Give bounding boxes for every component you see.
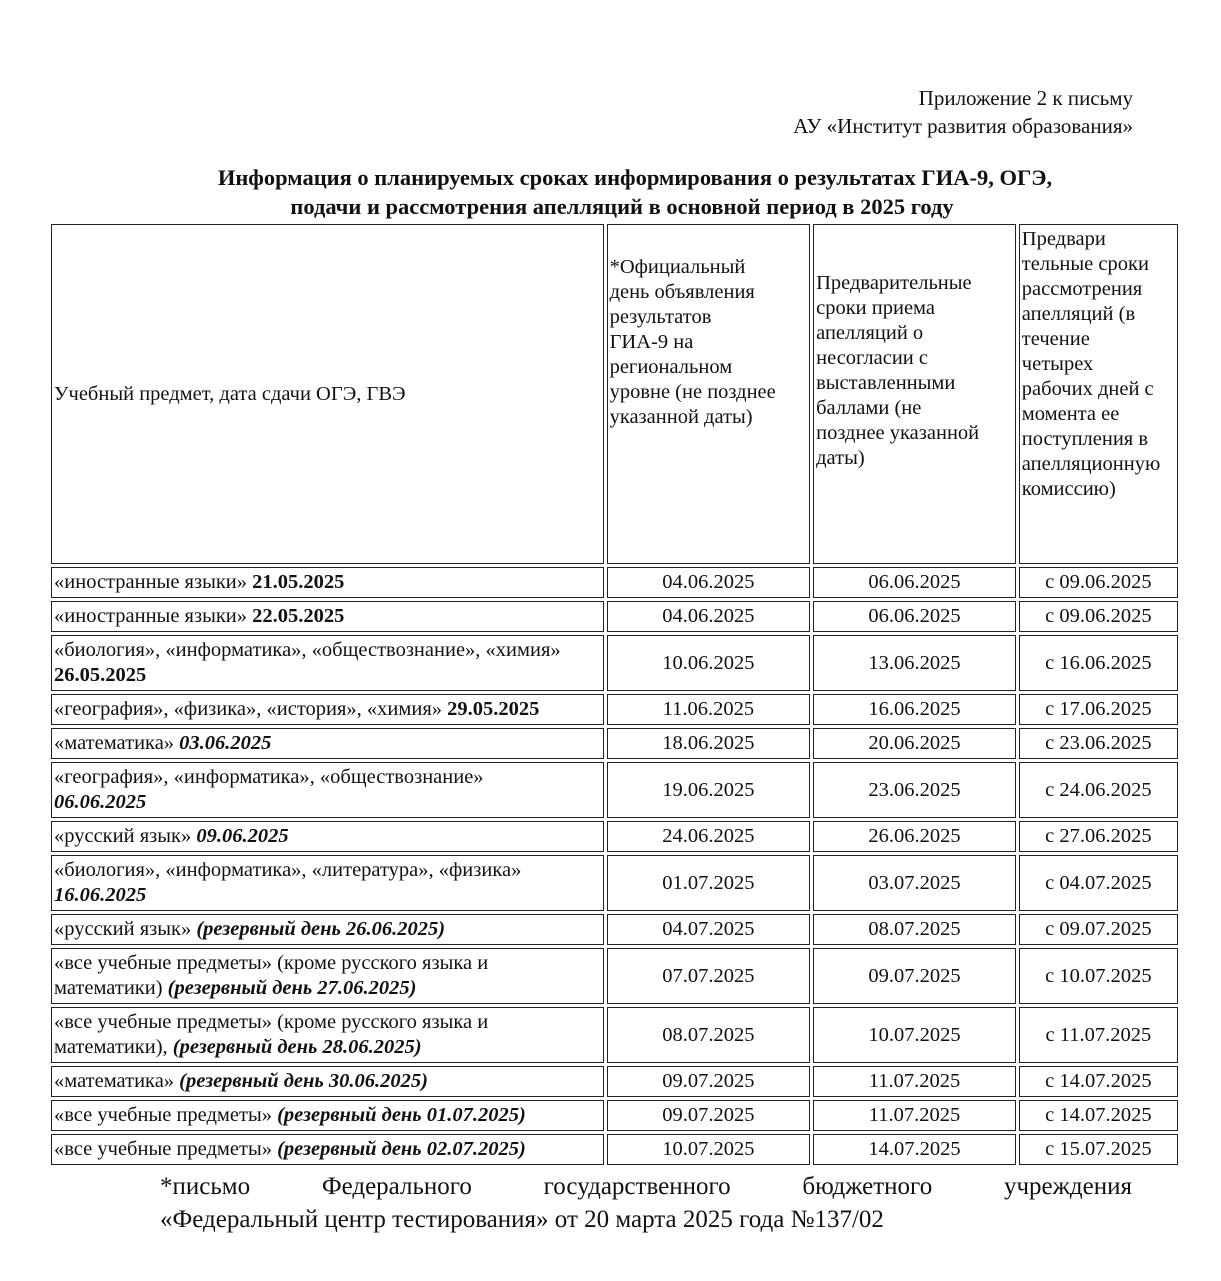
appeal-submit-cell: 20.06.2025 [813,728,1016,759]
appeal-submit-cell: 13.06.2025 [813,635,1016,691]
appeal-review-cell: с 10.07.2025 [1019,948,1178,1004]
exam-date: 03.06.2025 [179,732,272,754]
results-date-cell: 11.06.2025 [607,694,811,725]
exam-date: 26.05.2025 [54,664,147,686]
results-date-cell: 18.06.2025 [607,728,811,759]
appendix-line-2: АУ «Институт развития образования» [793,114,1133,138]
appeal-submit-cell: 09.07.2025 [813,948,1016,1004]
appeal-submit-cell: 08.07.2025 [813,914,1016,945]
appeal-review-cell: с 14.07.2025 [1019,1066,1178,1097]
footnote [160,1170,1132,1236]
results-date-cell: 04.07.2025 [607,914,811,945]
appeal-review-cell: с 15.07.2025 [1019,1134,1178,1165]
exam-date: 09.06.2025 [196,825,289,847]
appeal-review-cell: с 11.07.2025 [1019,1007,1178,1063]
title-line-2: подачи и рассмотрения апелляций в основной период в 2025 году [290,194,954,219]
schedule-table [48,221,1181,1168]
subject-cell: «математика» 03.06.2025 [51,728,604,759]
table-row [51,567,1178,598]
appeal-review-cell: с 09.06.2025 [1019,601,1178,632]
subject-cell: «русский язык» 09.06.2025 [51,821,604,852]
exam-date: 16.06.2025 [54,884,147,906]
subject-cell: «география», «физика», «история», «химия» 29.05.2025 [51,694,604,725]
subject-cell: «все учебные предметы» (резервный день 02.07.2025) [51,1134,604,1165]
table-row [51,694,1178,725]
results-date-cell: 10.07.2025 [607,1134,811,1165]
appeal-review-cell: с 23.06.2025 [1019,728,1178,759]
appeal-submit-cell: 26.06.2025 [813,821,1016,852]
appendix-reference [793,84,1133,140]
appeal-submit-cell: 10.07.2025 [813,1007,1016,1063]
appendix-line-1: Приложение 2 к письму [918,86,1133,110]
table-row [51,914,1178,945]
appeal-review-cell: с 09.07.2025 [1019,914,1178,945]
table-row [51,1134,1178,1165]
header-subject: Учебный предмет, дата сдачи ОГЭ, ГВЭ [51,224,604,564]
subject-cell: «все учебные предметы» (кроме русского языка и математики), (резервный день 28.06.2025) [51,1007,604,1063]
appeal-review-cell: с 04.07.2025 [1019,855,1178,911]
results-date-cell: 19.06.2025 [607,762,811,818]
table-row [51,1066,1178,1097]
exam-date: 21.05.2025 [252,571,345,593]
exam-date: 22.05.2025 [252,605,345,627]
results-date-cell: 07.07.2025 [607,948,811,1004]
subject-cell: «иностранные языки» 21.05.2025 [51,567,604,598]
appeal-review-cell: с 17.06.2025 [1019,694,1178,725]
results-date-cell: 10.06.2025 [607,635,811,691]
subject-cell: «иностранные языки» 22.05.2025 [51,601,604,632]
exam-date: 06.06.2025 [54,791,147,813]
exam-date: (резервный день 01.07.2025) [277,1104,526,1126]
header-appeal-review: Предвари тельные сроки рассмотрения апелляций (в течение четырех рабочих дней с момента ее поступления в апелляционную комиссию) [1019,224,1178,564]
appeal-review-cell: с 16.06.2025 [1019,635,1178,691]
results-date-cell: 04.06.2025 [607,601,811,632]
exam-date: (резервный день 27.06.2025) [167,977,417,999]
subject-cell: «все учебные предметы» (резервный день 01.07.2025) [51,1100,604,1131]
header-appeal-submit: Предварительные сроки приема апелляций о несогласии с выставленными баллами (не позднее указанной даты) [813,224,1016,564]
results-date-cell: 04.06.2025 [607,567,811,598]
table-row [51,1100,1178,1131]
exam-date: (резервный день 02.07.2025) [277,1138,526,1160]
table-row [51,948,1178,1004]
table-row [51,635,1178,691]
exam-date: 29.05.2025 [447,698,540,720]
results-date-cell: 09.07.2025 [607,1066,811,1097]
appeal-submit-cell: 06.06.2025 [813,567,1016,598]
exam-date: (резервный день 30.06.2025) [179,1070,428,1092]
table-row [51,855,1178,911]
exam-date: (резервный день 26.06.2025) [196,918,446,940]
subject-cell: «русский язык» (резервный день 26.06.2025) [51,914,604,945]
results-date-cell: 01.07.2025 [607,855,811,911]
appeal-submit-cell: 11.07.2025 [813,1100,1016,1131]
subject-cell: «биология», «информатика», «литература», «физика» 16.06.2025 [51,855,604,911]
subject-cell: «все учебные предметы» (кроме русского языка и математики) (резервный день 27.06.2025) [51,948,604,1004]
exam-date: (резервный день 28.06.2025) [172,1036,422,1058]
subject-cell: «география», «информатика», «обществознание» 06.06.2025 [51,762,604,818]
appeal-review-cell: с 24.06.2025 [1019,762,1178,818]
footnote-line-1: *письмо Федерального государственного бюджетного учреждения [160,1173,1132,1200]
results-date-cell: 08.07.2025 [607,1007,811,1063]
results-date-cell: 24.06.2025 [607,821,811,852]
appeal-submit-cell: 06.06.2025 [813,601,1016,632]
appeal-review-cell: с 14.07.2025 [1019,1100,1178,1131]
footnote-line-2: «Федеральный центр тестирования» от 20 марта 2025 года №137/02 [160,1206,884,1233]
table-row [51,762,1178,818]
title-line-1: Информация о планируемых сроках информирования о результатах ГИА-9, ОГЭ, [217,165,1053,190]
subject-cell: «биология», «информатика», «обществознание», «химия» 26.05.2025 [51,635,604,691]
appeal-submit-cell: 16.06.2025 [813,694,1016,725]
appeal-submit-cell: 14.07.2025 [813,1134,1016,1165]
results-date-cell: 09.07.2025 [607,1100,811,1131]
table-row [51,728,1178,759]
appeal-submit-cell: 11.07.2025 [813,1066,1016,1097]
appeal-review-cell: с 09.06.2025 [1019,567,1178,598]
table-row [51,601,1178,632]
table-row [51,821,1178,852]
appeal-submit-cell: 23.06.2025 [813,762,1016,818]
document-title [50,163,1178,221]
table-row [51,1007,1178,1063]
appeal-review-cell: с 27.06.2025 [1019,821,1178,852]
appeal-submit-cell: 03.07.2025 [813,855,1016,911]
header-results-day: *Официальный день объявления результатов ГИА-9 на региональном уровне (не позднее указанной даты) [607,224,811,564]
table-header-row [51,224,1178,564]
subject-cell: «математика» (резервный день 30.06.2025) [51,1066,604,1097]
